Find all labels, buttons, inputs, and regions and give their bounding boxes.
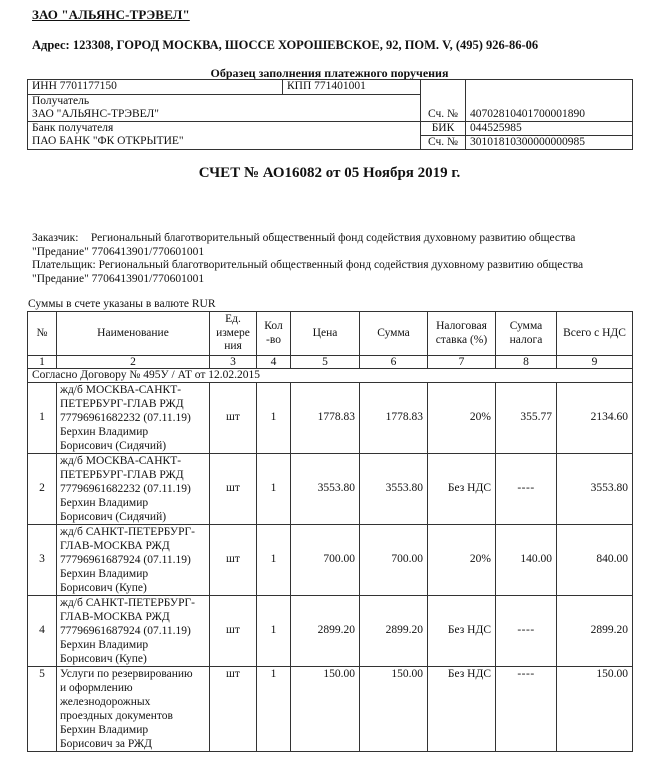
kpp-cell: КПП 771401001	[283, 80, 421, 95]
inn-cell: ИНН 7701177150	[28, 80, 283, 95]
name-line: жд/б САНКТ-ПЕТЕРБУРГ-	[60, 597, 195, 609]
account-label: Сч. №	[421, 80, 466, 122]
col-header-sum: Сумма	[360, 312, 428, 356]
col-number: 2	[57, 356, 210, 369]
name-line: железнодорожных	[60, 696, 151, 708]
name-line: ГЛАВ-МОСКВА РЖД	[60, 540, 170, 552]
name-line: жд/б САНКТ-ПЕТЕРБУРГ-	[60, 526, 195, 538]
name-line: 77796961682232 (07.11.19)	[60, 412, 191, 424]
bik-label: БИК	[421, 122, 466, 136]
col-number: 4	[257, 356, 291, 369]
recipient-name: ЗАО "АЛЬЯНС-ТРЭВЕЛ"	[32, 108, 159, 120]
row-qty: 1	[257, 383, 291, 454]
unit-line1: Ед.	[225, 313, 241, 326]
name-line: и оформлению	[60, 682, 133, 694]
row-qty: 1	[257, 525, 291, 596]
name-line: ПЕТЕРБУРГ-ГЛАВ РЖД	[60, 469, 184, 481]
name-line: Борисович (Купе)	[60, 653, 147, 665]
col-header-unit	[210, 312, 257, 356]
row-unit: шт	[210, 383, 257, 454]
group-row	[28, 369, 633, 383]
row-sum: 3553.80	[360, 454, 428, 525]
row-name	[57, 596, 210, 667]
row-name	[57, 667, 210, 752]
name-line: Берхин Владимир	[60, 724, 149, 736]
row-total: 150.00	[557, 667, 633, 752]
name-line: Борисович за РЖД	[60, 738, 153, 750]
table-row	[28, 383, 633, 454]
tax-rate-line2: ставка (%)	[435, 333, 488, 346]
name-line: 77796961682232 (07.11.19)	[60, 483, 191, 495]
payer-label: Плательщик:	[32, 259, 96, 271]
row-total: 840.00	[557, 525, 633, 596]
customer-row	[32, 232, 632, 246]
name-line: проездных документов	[60, 710, 173, 722]
col-number: 9	[557, 356, 633, 369]
row-name	[57, 525, 210, 596]
row-tax-rate: Без НДС	[428, 596, 496, 667]
tax-rate-line1: Налоговая	[436, 320, 487, 332]
row-tax-sum: ----	[496, 667, 557, 752]
row-unit: шт	[210, 667, 257, 752]
payment-details-table	[27, 79, 633, 150]
row-tax-sum: 355.77	[496, 383, 557, 454]
row-tax-rate: 20%	[428, 525, 496, 596]
name-line: Услуги по резервированию	[60, 668, 193, 680]
name-line: 77796961687924 (07.11.19)	[60, 625, 191, 637]
row-unit: шт	[210, 596, 257, 667]
tax-sum-line2: налога	[509, 333, 543, 346]
row-price: 150.00	[291, 667, 360, 752]
customer-label: Заказчик:	[32, 232, 79, 244]
row-tax-sum: ----	[496, 454, 557, 525]
column-numbers-row	[28, 356, 633, 369]
account-value: 40702810401700001890	[466, 80, 633, 122]
name-line: Берхин Владимир	[60, 497, 149, 509]
company-name-text: ЗАО "АЛЬЯНС-ТРЭВЕЛ"	[32, 7, 190, 22]
table-row	[28, 525, 633, 596]
col-header-name: Наименование	[57, 312, 210, 356]
row-sum: 700.00	[360, 525, 428, 596]
row-unit: шт	[210, 525, 257, 596]
qty-line1: Кол	[264, 320, 283, 332]
row-no: 1	[28, 383, 57, 454]
name-line: Берхин Владимир	[60, 426, 149, 438]
contract-group-label: Согласно Договору № 495У / АТ от 12.02.2015	[28, 369, 633, 383]
tax-sum-line1: Сумма	[509, 320, 543, 332]
row-sum: 2899.20	[360, 596, 428, 667]
parties-block	[32, 232, 632, 286]
bank-name: ПАО БАНК "ФК ОТКРЫТИЕ"	[32, 135, 184, 147]
bank-label: Банк получателя	[32, 122, 114, 134]
row-no: 5	[28, 667, 57, 752]
col-number: 5	[291, 356, 360, 369]
col-header-tax-rate	[428, 312, 496, 356]
unit-line3: ния	[224, 340, 242, 353]
payer-row	[32, 259, 632, 273]
company-address: Адрес: 123308, ГОРОД МОСКВА, ШОССЕ ХОРОШЕВСКОЕ, 92, ПОМ. V, (495) 926-86-06	[32, 38, 539, 52]
name-line: Берхин Владимир	[60, 639, 149, 651]
row-no: 3	[28, 525, 57, 596]
table-row	[28, 596, 633, 667]
name-line: Берхин Владимир	[60, 568, 149, 580]
qty-line2: -во	[266, 333, 281, 346]
bik-value: 044525985	[466, 122, 633, 136]
col-number: 7	[428, 356, 496, 369]
row-price: 1778.83	[291, 383, 360, 454]
table-row	[28, 454, 633, 525]
col-header-no: №	[28, 312, 57, 356]
row-total: 3553.80	[557, 454, 633, 525]
col-header-price: Цена	[291, 312, 360, 356]
col-number: 6	[360, 356, 428, 369]
col-number: 1	[28, 356, 57, 369]
row-tax-rate: Без НДС	[428, 454, 496, 525]
currency-note: Суммы в счете указаны в валюте RUR	[28, 298, 216, 310]
company-name	[32, 7, 204, 23]
bank-cell	[28, 122, 421, 150]
header-row	[28, 312, 633, 356]
name-line: Борисович (Купе)	[60, 582, 147, 594]
row-name	[57, 383, 210, 454]
row-total: 2134.60	[557, 383, 633, 454]
recipient-label: Получатель	[32, 95, 90, 107]
row-unit: шт	[210, 454, 257, 525]
row-total: 2899.20	[557, 596, 633, 667]
payment-sample-title: Образец заполнения платежного поручения	[210, 66, 449, 80]
corr-account-value: 30101810300000000985	[466, 136, 633, 150]
name-line: Борисович (Сидячий)	[60, 511, 167, 523]
col-number: 8	[496, 356, 557, 369]
recipient-cell	[28, 95, 421, 122]
unit-line2: измере	[216, 326, 250, 339]
row-qty: 1	[257, 596, 291, 667]
payer-line1: Региональный благотворительный общественный фонд содействия духовному развитию общества	[98, 259, 584, 271]
table-row	[28, 667, 633, 752]
customer-line2: "Предание" 7706413901/770601001	[32, 245, 205, 258]
name-line: жд/б МОСКВА-САНКТ-	[60, 384, 182, 396]
row-price: 700.00	[291, 525, 360, 596]
col-header-total: Всего с НДС	[557, 312, 633, 356]
name-line: 77796961687924 (07.11.19)	[60, 554, 191, 566]
row-price: 2899.20	[291, 596, 360, 667]
row-tax-sum: ----	[496, 596, 557, 667]
row-name	[57, 454, 210, 525]
payer-line2: "Предание" 7706413901/770601001	[32, 272, 205, 285]
row-qty: 1	[257, 667, 291, 752]
row-tax-rate: 20%	[428, 383, 496, 454]
row-tax-rate: Без НДС	[428, 667, 496, 752]
name-line: Борисович (Сидячий)	[60, 440, 167, 452]
customer-line1: Региональный благотворительный общественный фонд содействия духовному развитию общества	[90, 232, 576, 244]
name-line: ПЕТЕРБУРГ-ГЛАВ РЖД	[60, 398, 184, 410]
row-price: 3553.80	[291, 454, 360, 525]
row-qty: 1	[257, 454, 291, 525]
row-sum: 150.00	[360, 667, 428, 752]
row-tax-sum: 140.00	[496, 525, 557, 596]
row-sum: 1778.83	[360, 383, 428, 454]
corr-account-label: Сч. №	[421, 136, 466, 150]
invoice-items-table	[27, 311, 633, 752]
col-header-tax-sum	[496, 312, 557, 356]
name-line: ГЛАВ-МОСКВА РЖД	[60, 611, 170, 623]
invoice-title: СЧЕТ № АО16082 от 05 Ноября 2019 г.	[198, 165, 461, 181]
row-no: 2	[28, 454, 57, 525]
col-number: 3	[210, 356, 257, 369]
col-header-qty	[257, 312, 291, 356]
row-no: 4	[28, 596, 57, 667]
name-line: жд/б МОСКВА-САНКТ-	[60, 455, 182, 467]
